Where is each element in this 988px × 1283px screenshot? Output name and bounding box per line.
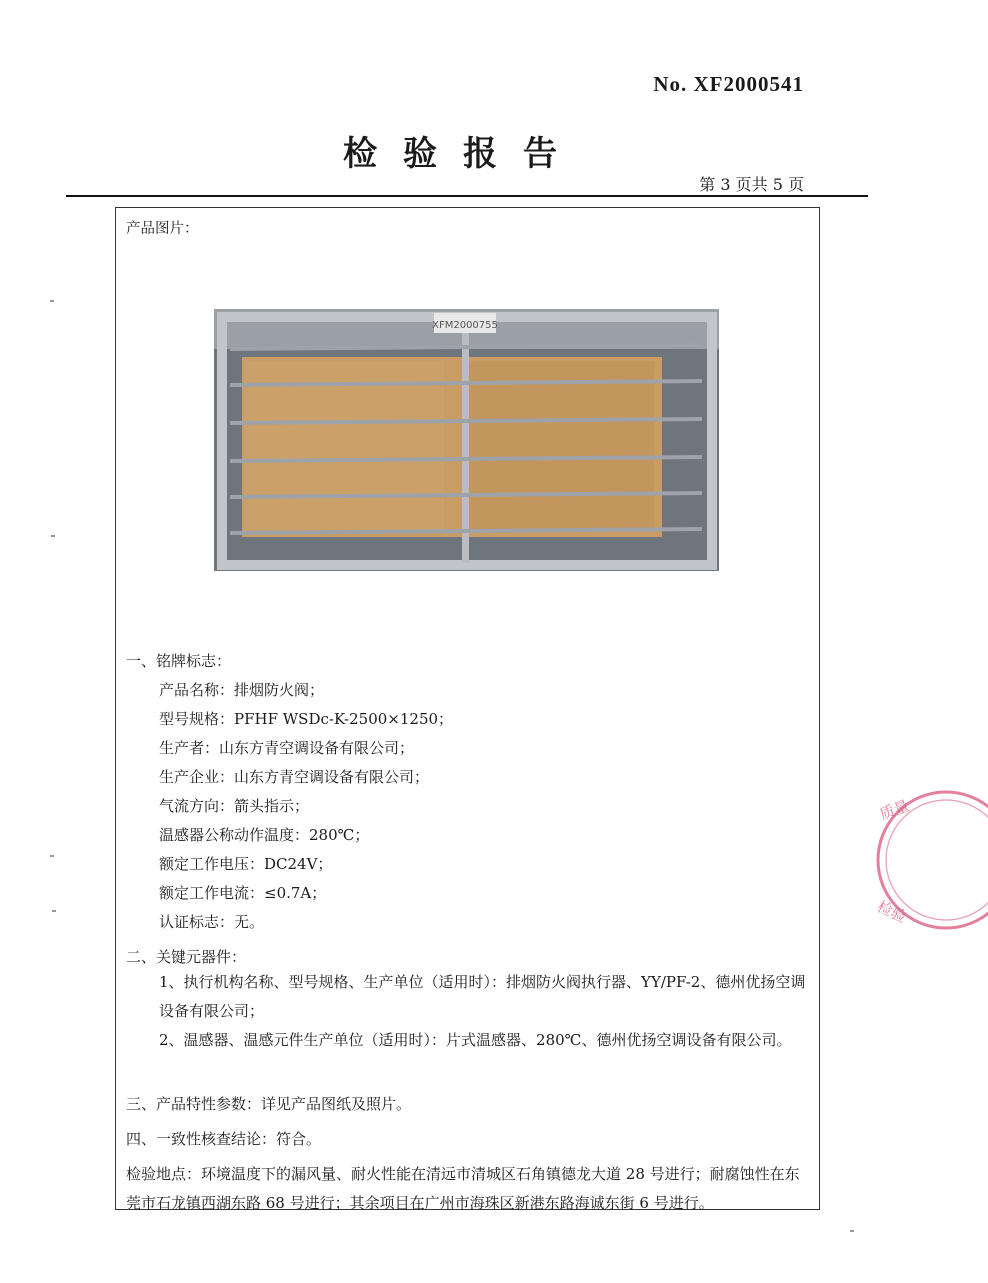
product-photo bbox=[214, 309, 719, 571]
inspection-location: 检验地点：环境温度下的漏风量、耐火性能在清远市清城区石角镇德龙大道 28 号进行；耐腐蚀性在东莞市石龙镇西湖东路 68 号进行；其余项目在广州市海珠区新港东路海诚东街 6 号进行。 bbox=[126, 1165, 800, 1212]
smoke-damper-illustration bbox=[214, 309, 719, 571]
report-content-box bbox=[115, 207, 820, 1210]
photo-tag-label: XFM2000755 bbox=[432, 320, 498, 331]
nameplate-line: 额定工作电流：≤0.7A； bbox=[159, 884, 327, 902]
key-component-item: 2、温感器、温感元件生产单位（适用时）：片式温感器、280℃、德州优扬空调设备有限公司。 bbox=[159, 1031, 792, 1049]
nameplate-line: 额定工作电压：DC24V； bbox=[159, 855, 333, 873]
scan-speck bbox=[52, 910, 56, 912]
scan-speck bbox=[51, 535, 55, 537]
scan-speck bbox=[50, 855, 54, 857]
nameplate-line: 生产者：山东方青空调设备有限公司； bbox=[159, 739, 415, 757]
scan-speck bbox=[50, 300, 54, 302]
scan-speck bbox=[850, 1230, 854, 1232]
nameplate-line: 气流方向：箭头指示； bbox=[159, 797, 310, 815]
key-components-heading: 二、关键元器件： bbox=[126, 948, 247, 966]
page-indicator: 第 3 页共 5 页 bbox=[699, 175, 804, 194]
nameplate-heading: 一、铭牌标志： bbox=[126, 652, 232, 670]
key-component-item: 1、执行机构名称、型号规格、生产单位（适用时）：排烟防火阀执行器、YY/PF-2、德州优扬空调设备有限公司； bbox=[159, 973, 806, 1020]
nameplate-line: 认证标志：无。 bbox=[159, 913, 265, 931]
report-number: No. XF2000541 bbox=[653, 72, 804, 96]
seal-stamp bbox=[868, 770, 988, 950]
nameplate-line: 温感器公称动作温度：280℃； bbox=[159, 826, 370, 844]
svg-text:质量: 质量 bbox=[877, 796, 912, 824]
product-picture-label: 产品图片： bbox=[126, 221, 199, 237]
svg-text:检验: 检验 bbox=[874, 897, 910, 927]
report-title: 检验报告 bbox=[343, 134, 583, 174]
nameplate-line: 型号规格：PFHF WSDc-K-2500×1250； bbox=[159, 710, 454, 728]
consistency-line: 四、一致性核查结论：符合。 bbox=[126, 1130, 322, 1148]
nameplate-line: 生产企业：山东方青空调设备有限公司； bbox=[159, 768, 430, 786]
nameplate-line: 产品名称：排烟防火阀； bbox=[159, 681, 325, 699]
header-divider bbox=[66, 195, 868, 197]
characteristics-line: 三、产品特性参数：详见产品图纸及照片。 bbox=[126, 1095, 412, 1113]
